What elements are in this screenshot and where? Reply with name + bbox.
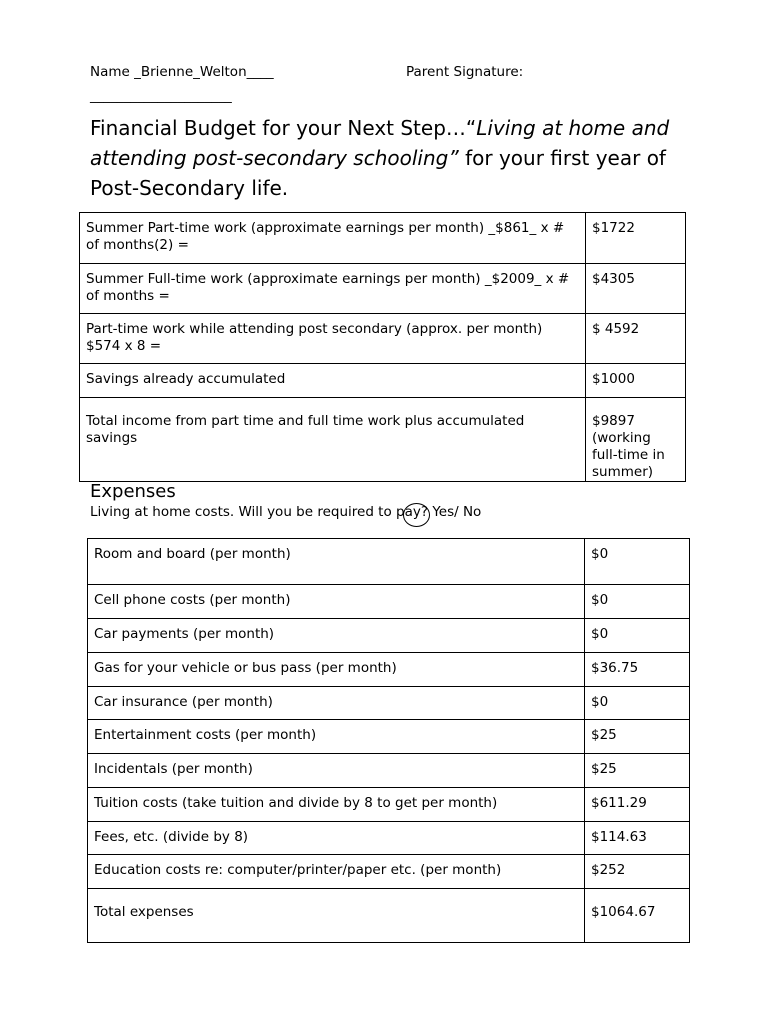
expense-label: Room and board (per month) [88, 539, 585, 585]
expense-label: Gas for your vehicle or bus pass (per month) [88, 653, 585, 687]
expense-value: $25 [585, 754, 690, 788]
income-label: Savings already accumulated [80, 364, 586, 398]
parent-signature-line: _____________________ [90, 88, 232, 104]
expense-label: Incidentals (per month) [88, 754, 585, 788]
income-label: Summer Part-time work (approximate earnings per month) _$861_ x # of months(2) = [80, 213, 586, 264]
table-row [80, 213, 686, 264]
page-title [90, 113, 710, 203]
table-row [88, 653, 690, 687]
income-total-label: Total income from part time and full time work plus accumulated savings [80, 398, 586, 482]
expense-value: $0 [585, 539, 690, 585]
table-row [88, 855, 690, 889]
title-italic: Living at home and attending post-secondary schooling” [90, 116, 670, 170]
circled-answer-mark [403, 503, 430, 527]
expense-total-value: $1064.67 [585, 889, 690, 943]
table-row [88, 822, 690, 855]
table-row [88, 539, 690, 585]
expense-value: $0 [585, 619, 690, 653]
expense-value: $25 [585, 720, 690, 754]
income-value: $ 4592 [586, 314, 686, 364]
expenses-heading: Expenses [90, 481, 176, 502]
table-row [80, 264, 686, 314]
table-row [80, 314, 686, 364]
expense-label: Car payments (per month) [88, 619, 585, 653]
income-value: $4305 [586, 264, 686, 314]
expense-label: Fees, etc. (divide by 8) [88, 822, 585, 855]
income-value: $1000 [586, 364, 686, 398]
income-label: Part-time work while attending post secondary (approx. per month) $574 x 8 = [80, 314, 586, 364]
student-name-field: Name _Brienne_Welton____ [90, 64, 274, 80]
expense-label: Education costs re: computer/printer/paper etc. (per month) [88, 855, 585, 889]
income-value: $1722 [586, 213, 686, 264]
table-row [88, 720, 690, 754]
income-total-value: $9897 (working full-time in summer) [586, 398, 686, 482]
expense-value: $36.75 [585, 653, 690, 687]
expense-label: Car insurance (per month) [88, 687, 585, 720]
expense-value: $611.29 [585, 788, 690, 822]
expense-value: $0 [585, 585, 690, 619]
expense-total-label: Total expenses [88, 889, 585, 943]
table-row [88, 754, 690, 788]
income-label: Summer Full-time work (approximate earnings per month) _$2009_ x # of months = [80, 264, 586, 314]
table-row [80, 364, 686, 398]
title-part-1: Financial Budget for your Next Step…“ [90, 116, 477, 140]
expense-value: $0 [585, 687, 690, 720]
table-row [80, 398, 686, 482]
table-row [88, 687, 690, 720]
expense-label: Entertainment costs (per month) [88, 720, 585, 754]
table-row [88, 788, 690, 822]
table-row [88, 585, 690, 619]
expense-label: Cell phone costs (per month) [88, 585, 585, 619]
table-row [88, 889, 690, 943]
table-row [88, 619, 690, 653]
living-at-home-question: Living at home costs. Will you be required to pay? Yes/ No [90, 504, 482, 520]
expense-label: Tuition costs (take tuition and divide by 8 to get per month) [88, 788, 585, 822]
income-table [79, 212, 686, 482]
expense-value: $252 [585, 855, 690, 889]
expense-value: $114.63 [585, 822, 690, 855]
parent-signature-label: Parent Signature: [406, 64, 524, 80]
title-part-2: for your first year of Post-Secondary life. [90, 146, 666, 200]
expenses-table [87, 538, 690, 943]
